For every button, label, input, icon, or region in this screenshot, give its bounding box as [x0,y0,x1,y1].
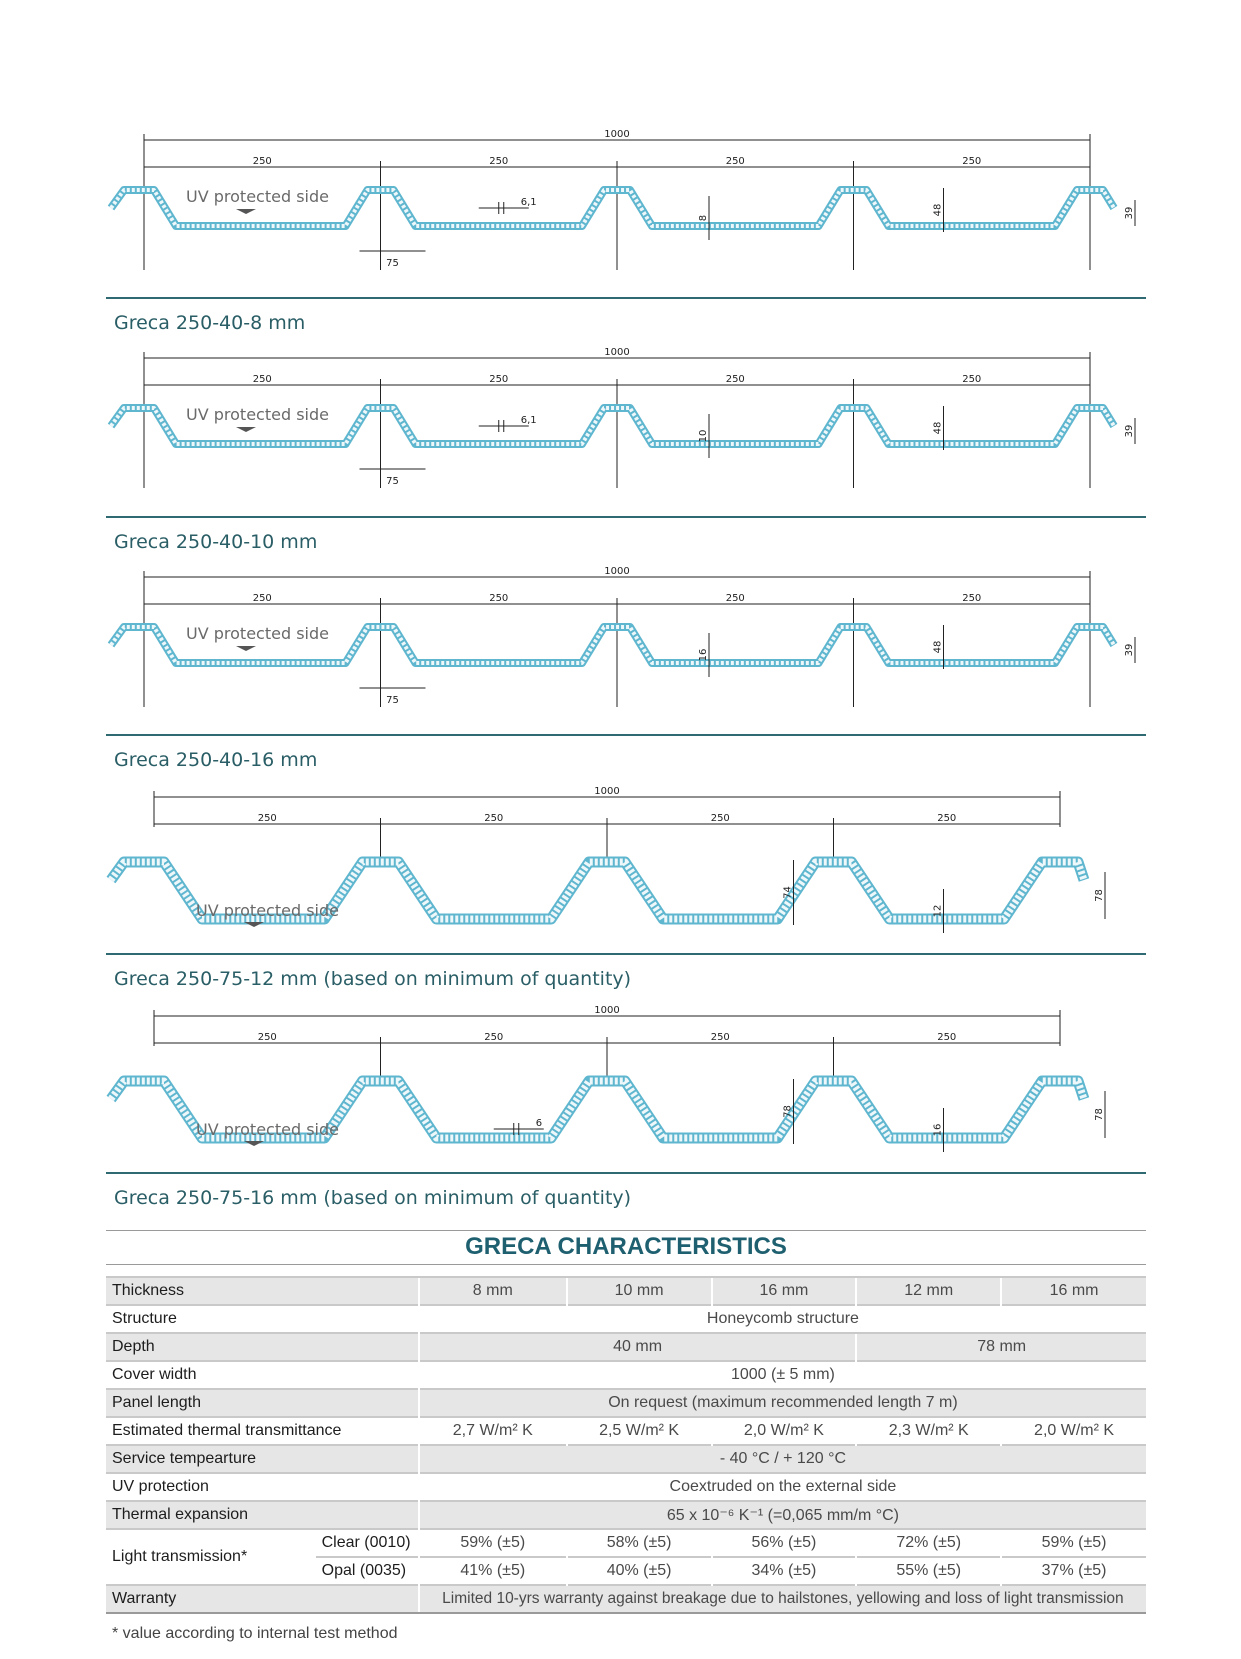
caption-rule [106,516,1146,518]
span-dimension-label: 250 [252,593,272,604]
panel-length-label: Panel length [106,1389,419,1417]
caption-rule [106,953,1146,955]
uv-protected-side-label: UV protected side [186,624,329,643]
span-dimension-label: 250 [484,1032,504,1043]
thickness-value: 16 mm [712,1277,857,1305]
span-dimension-label: 250 [489,374,509,385]
thickness-value: 10 mm [567,1277,712,1305]
opal-value: 40% (±5) [567,1557,712,1585]
opal-value: 41% (±5) [419,1557,567,1585]
span-dimension-label: 250 [962,593,982,604]
clear-value: 72% (±5) [856,1529,1001,1557]
thickness-dimension: 8 [698,214,709,222]
uv-protected-side-label: UV protected side [186,405,329,424]
span-dimension-label: 250 [937,1032,957,1043]
opal-label: Opal (0035) [316,1557,419,1585]
thickness-value: 12 mm [856,1277,1001,1305]
span-dimension-label: 250 [252,374,272,385]
uv-protection-label: UV protection [106,1473,419,1501]
thickness-value: 8 mm [419,1277,567,1305]
profile-svg [106,557,1146,727]
profile-caption: Greca 250-40-16 mm [114,749,318,771]
opal-value: 55% (±5) [856,1557,1001,1585]
warranty-value: Limited 10-yrs warranty against breakage due to hailstones, yellowing and loss of light transmission [419,1585,1146,1613]
caption-rule [106,1172,1146,1174]
span-dimension-label: 250 [489,156,509,167]
span-dimension-label: 250 [710,1032,730,1043]
row-light-clear [106,1529,1146,1557]
clear-value: 59% (±5) [419,1529,567,1557]
rib-dimension-label: 6,1 [520,197,537,208]
panel-length-value: On request (maximum recommended length 7 m) [419,1389,1146,1417]
span-dimension-label: 250 [962,156,982,167]
height-dimension: 39 [1124,206,1135,220]
span-dimension-label: 250 [962,374,982,385]
span-dimension-label: 250 [725,593,745,604]
span-dimension-label: 250 [489,593,509,604]
profile-svg [106,338,1146,508]
clear-value: 56% (±5) [712,1529,857,1557]
total-dimension-label: 1000 [594,1005,620,1016]
span-dimension-label: 250 [257,813,277,824]
profile-svg [106,120,1146,290]
span-dimension-label: 250 [937,813,957,824]
thickness-label: Thickness [106,1277,419,1305]
total-dimension-label: 1000 [604,347,630,358]
footnote: * value according to internal test method [112,1625,398,1642]
depth-value: 78 mm [856,1333,1146,1361]
gap-dimension-label: 75 [386,258,399,269]
depth-dimension: 74 [782,886,794,899]
cover-width-label: Cover width [106,1361,419,1389]
thermal-value: 2,3 W/m² K [856,1417,1001,1445]
rib-dimension-label: 6 [535,1118,543,1129]
characteristics-title-rule [106,1264,1146,1265]
row-service-temperature [106,1445,1146,1473]
profile-drawing [106,777,1146,947]
thermal-value: 2,0 W/m² K [1001,1417,1146,1445]
row-thickness [106,1277,1146,1305]
uv-protected-side-label: UV protected side [196,1120,339,1139]
height-dimension: 39 [1124,643,1135,657]
profile-caption: Greca 250-75-16 mm (based on minimum of quantity) [114,1187,632,1209]
structure-value: Honeycomb structure [419,1305,1146,1333]
thickness-dimension: 16 [932,1123,944,1137]
depth-dimension: 48 [932,203,944,217]
thickness-dimension: 16 [698,648,709,662]
structure-label: Structure [106,1305,419,1333]
gap-dimension-label: 75 [386,476,399,487]
clear-value: 58% (±5) [567,1529,712,1557]
height-dimension: 78 [1094,1108,1105,1121]
gap-dimension-label: 75 [386,695,399,706]
thermal-label: Estimated thermal transmittance [106,1417,419,1445]
clear-value: 59% (±5) [1001,1529,1146,1557]
caption-rule [106,734,1146,736]
characteristics-table [106,1276,1146,1614]
opal-value: 37% (±5) [1001,1557,1146,1585]
profile-caption: Greca 250-75-12 mm (based on minimum of quantity) [114,968,632,990]
profile-caption: Greca 250-40-8 mm [114,312,306,334]
depth-dimension: 48 [932,640,944,654]
characteristics-top-rule [106,1230,1146,1231]
profile-svg [106,996,1146,1166]
cover-width-value: 1000 (± 5 mm) [419,1361,1146,1389]
uv-arrow-icon [236,209,256,214]
depth-dimension: 48 [932,421,944,435]
profile-svg [106,777,1146,947]
profile-drawing [106,120,1146,290]
rib-dimension-label: 6,1 [520,415,537,426]
clear-label: Clear (0010) [316,1529,419,1557]
thickness-dimension: 10 [698,429,709,443]
span-dimension-label: 250 [484,813,504,824]
row-cover-width [106,1361,1146,1389]
profile-caption: Greca 250-40-10 mm [114,531,318,553]
service-label: Service tempearture [106,1445,419,1473]
service-value: - 40 °C / + 120 °C [419,1445,1146,1473]
profile-drawing [106,557,1146,727]
expansion-label: Thermal expansion [106,1501,419,1529]
row-thermal-expansion [106,1501,1146,1529]
row-thermal-transmittance [106,1417,1146,1445]
caption-rule [106,297,1146,299]
row-panel-length [106,1389,1146,1417]
thickness-dimension: 12 [932,904,944,918]
uv-protection-value: Coextruded on the external side [419,1473,1146,1501]
total-dimension-label: 1000 [594,786,620,797]
profile-drawing [106,338,1146,508]
uv-arrow-icon [236,427,256,432]
total-dimension-label: 1000 [604,566,630,577]
span-dimension-label: 250 [725,374,745,385]
depth-value: 40 mm [419,1333,856,1361]
row-warranty [106,1585,1146,1613]
row-depth [106,1333,1146,1361]
span-dimension-label: 250 [710,813,730,824]
span-dimension-label: 250 [252,156,272,167]
thickness-value: 16 mm [1001,1277,1146,1305]
row-uv-protection [106,1473,1146,1501]
thermal-value: 2,7 W/m² K [419,1417,567,1445]
thermal-value: 2,5 W/m² K [567,1417,712,1445]
total-dimension-label: 1000 [604,129,630,140]
warranty-label: Warranty [106,1585,419,1613]
height-dimension: 39 [1124,424,1135,438]
profile-drawing [106,996,1146,1166]
uv-protected-side-label: UV protected side [196,901,339,920]
depth-dimension: 78 [782,1105,794,1118]
expansion-value: 65 x 10⁻⁶ K⁻¹ (=0,065 mm/m °C) [419,1501,1146,1529]
height-dimension: 78 [1094,889,1105,902]
thermal-value: 2,0 W/m² K [712,1417,857,1445]
row-structure [106,1305,1146,1333]
light-transmission-label: Light transmission* [106,1529,316,1585]
span-dimension-label: 250 [257,1032,277,1043]
opal-value: 34% (±5) [712,1557,857,1585]
characteristics-title: GRECA CHARACTERISTICS [465,1233,787,1260]
depth-label: Depth [106,1333,419,1361]
uv-arrow-icon [236,646,256,651]
span-dimension-label: 250 [725,156,745,167]
uv-protected-side-label: UV protected side [186,187,329,206]
